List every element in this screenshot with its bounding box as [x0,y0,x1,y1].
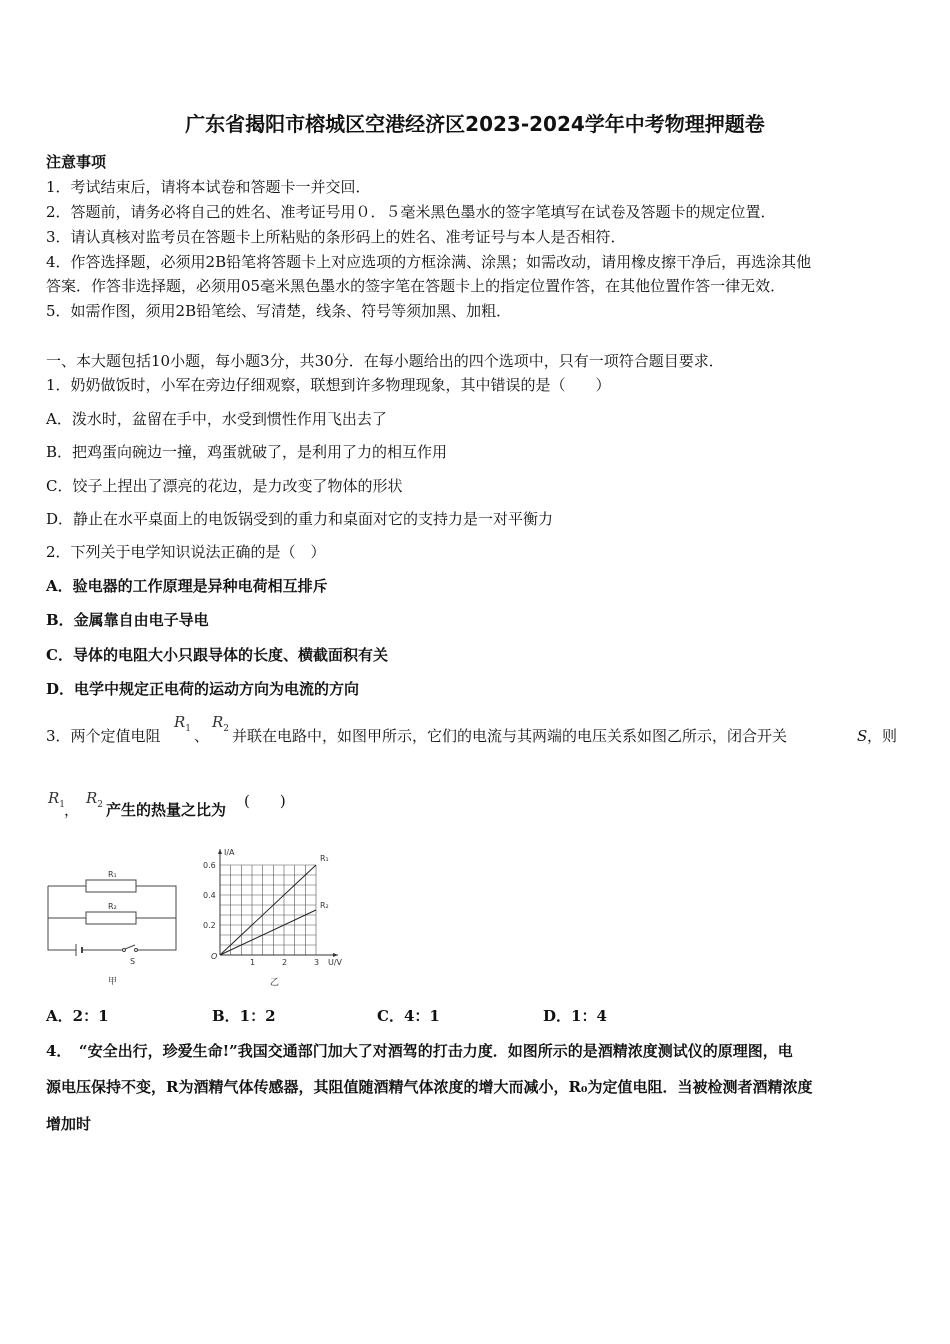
q2-option-a: A．验电器的工作原理是异种电荷相互排斥 [46,577,328,595]
q1-option-a: A．泼水时，盆留在手中，水受到惯性作用飞出去了 [46,410,387,428]
battery-icon [76,944,122,956]
subscript-1: 1 [59,800,66,810]
q1-option-c: C．饺子上捏出了漂亮的花边，是力改变了物体的形状 [46,477,403,495]
r-letter: R [48,789,60,807]
label-r2: R₂ [108,902,117,911]
q3-separator: 、 [194,727,210,745]
q3-symbol-r2 [212,713,229,734]
series-label-1: R₁ [320,854,329,863]
q3-paren: ( ) [244,792,286,810]
q4-line-1: 4． “安全出行，珍爱生命!”我国交通部门加大了对酒驾的打击力度．如图所示的是酒精浓度测试仪的原理图，电 [46,1042,793,1060]
y-axis-label: I/A [224,848,235,857]
label-switch: S [130,957,136,966]
resistor-r1 [86,880,136,892]
x-axis-arrow [333,953,338,957]
q3-option-a: A．2：1 [46,1007,109,1025]
q2-option-d: D．电学中规定正电荷的运动方向为电流的方向 [46,680,360,698]
q1-stem: 1．奶奶做饭时，小军在旁边仔细观察，联想到许多物理现象，其中错误的是（ ） [46,376,611,394]
q4-line-3: 增加时 [46,1115,92,1133]
q3-symbol-r2-line2 [86,789,103,810]
q2-option-b: B．金属靠自由电子导电 [46,611,209,629]
notice-item-3: 3．请认真核对监考员在答题卡上所粘贴的条形码上的姓名、准考证号与本人是否相符． [46,228,626,246]
r-letter: R [174,713,186,731]
q3-symbol-r1 [174,713,191,734]
q3-switch-symbol: S [857,727,868,745]
q3-comma: ， [64,801,80,819]
q1-option-d: D．静止在水平桌面上的电饭锅受到的重力和桌面对它的支持力是一对平衡力 [46,510,554,528]
q3-stem-end: ，则 [867,727,898,745]
q3-option-d: D．1：4 [543,1007,607,1025]
subscript-1: 1 [185,724,192,734]
x-tick-label: 2 [282,958,288,967]
page-title: 广东省揭阳市榕城区空港经济区2023-2024学年中考物理押题卷 [185,112,765,136]
notice-item-1: 1．考试结束后，请将本试卷和答题卡一并交回． [46,178,371,196]
subscript-2: 2 [97,800,104,810]
q3-symbol-r1-line2 [48,789,65,810]
x-tick-label: 3 [314,958,320,967]
x-axis-label: U/V [328,958,343,967]
switch-icon [123,945,138,952]
y-axis-arrow [218,849,222,854]
q3-stem-middle: 并联在电路中，如图甲所示，它们的电流与其两端的电压关系如图乙所示，闭合开关 [232,727,788,745]
notice-item-2: 2．答题前，请务必将自己的姓名、准考证号用０．５毫米黑色墨水的签字笔填写在试卷及答题卡的规定位置． [46,203,776,221]
q3-option-c: C．4：1 [377,1007,440,1025]
caption-circuit: 甲 [108,977,118,987]
series-line-2 [220,910,316,955]
chart-caption: 乙 [270,978,280,988]
q3-option-b: B．1：2 [212,1007,276,1025]
q4-line-2: 源电压保持不变，R为酒精气体传感器，其阻值随酒精气体浓度的增大而减小，R₀为定值电阻．当被检测者酒精浓度 [46,1078,813,1096]
series-label-2: R₂ [320,901,329,910]
r-letter: R [212,713,224,731]
y-tick-label: 0.2 [203,921,216,930]
notice-heading: 注意事项 [46,153,107,171]
q3-stem-second-line: 产生的热量之比为 [106,801,227,819]
q2-option-c: C．导体的电阻大小只跟导体的长度、横截面积有关 [46,646,388,664]
notice-item-4-cont: 答案．作答非选择题，必须用05毫米黑色墨水的签字笔在答题卡上的指定位置作答，在其他位置作答一律无效． [46,277,786,295]
origin-label: O [211,952,218,961]
series-line-1 [220,865,316,955]
y-tick-label: 0.6 [203,861,216,870]
y-tick-label: 0.4 [203,891,216,900]
resistor-r2 [86,912,136,924]
q2-stem: 2．下列关于电学知识说法正确的是（ ） [46,543,326,561]
label-r1: R₁ [108,870,117,879]
x-tick-label: 1 [250,958,256,967]
q1-option-b: B．把鸡蛋向碗边一撞，鸡蛋就破了，是利用了力的相互作用 [46,443,448,461]
notice-item-4: 4．作答选择题，必须用2B铅笔将答题卡上对应选项的方框涂满、涂黑；如需改动，请用橡皮擦干净后，再选涂其他 [46,253,812,271]
subscript-2: 2 [223,724,230,734]
circuit-diagram [40,860,190,990]
section-heading: 一、本大题包括10小题，每小题3分，共30分．在每小题给出的四个选项中，只有一项符合题目要求． [46,352,724,370]
iv-chart [195,840,355,990]
r-letter: R [86,789,98,807]
notice-item-5: 5．如需作图，须用2B铅笔绘、写清楚，线条、符号等须加黑、加粗． [46,302,512,320]
q3-stem-start: 3．两个定值电阻 [46,727,161,745]
